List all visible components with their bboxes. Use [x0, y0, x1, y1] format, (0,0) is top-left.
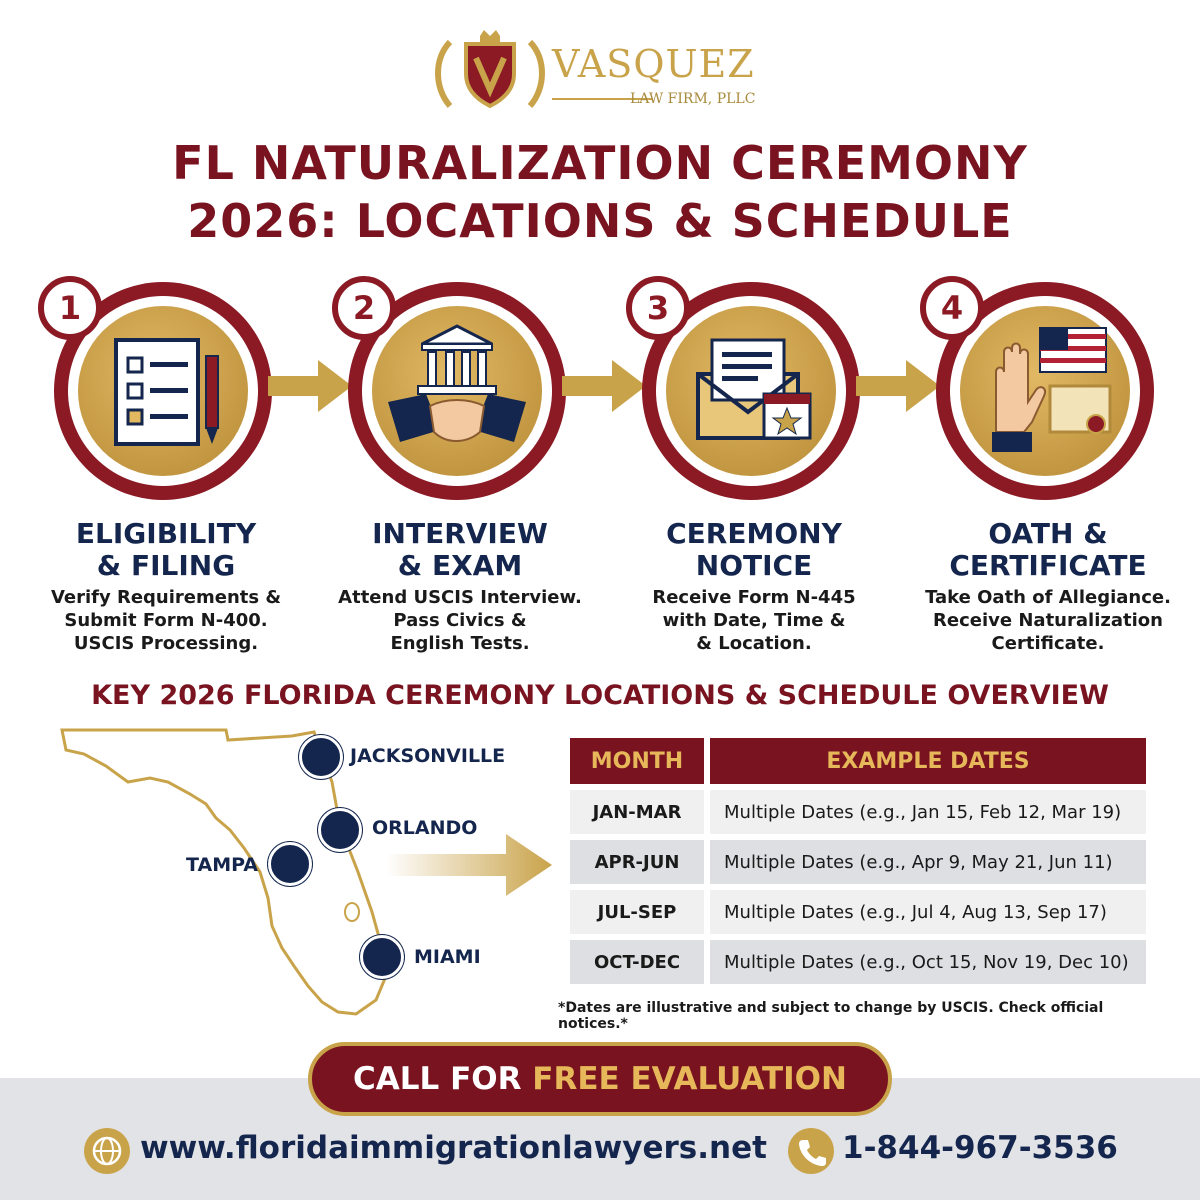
- courthouse-pin-icon: [299, 735, 343, 779]
- step-description: Verify Requirements & Submit Form N-400. USCIS Processing.: [50, 587, 282, 654]
- disclaimer-note: *Dates are illustrative and subject to change by USCIS. Check official notices.*: [558, 1000, 1104, 1032]
- free-evaluation-button[interactable]: [308, 1042, 892, 1116]
- step-number: 1: [38, 276, 102, 340]
- table-cell-month: APR-JUN: [570, 840, 704, 884]
- step-number: 2: [332, 276, 396, 340]
- table-cell-month: JAN-MAR: [570, 790, 704, 834]
- phone-number[interactable]: 1-844-967-3536: [842, 1130, 1118, 1166]
- globe-icon: [84, 1128, 130, 1174]
- step-number: 4: [920, 276, 984, 340]
- step-description: Take Oath of Allegiance. Receive Naturalization Certificate.: [925, 587, 1171, 654]
- table-cell-dates: Multiple Dates (e.g., Jan 15, Feb 12, Mar 19): [710, 790, 1146, 834]
- table-cell-dates: Multiple Dates (e.g., Oct 15, Nov 19, Dec 10): [710, 940, 1146, 984]
- step-4: [925, 282, 1188, 662]
- courthouse-pin-icon: [268, 842, 312, 886]
- step-2: [340, 282, 600, 662]
- step-title: INTERVIEW & EXAM: [372, 517, 548, 582]
- arrow-right-icon: [386, 830, 556, 900]
- column-header-month: MONTH: [570, 738, 704, 784]
- cta-label-part1: CALL FOR: [353, 1061, 533, 1097]
- step-title: CEREMONY NOTICE: [666, 517, 842, 582]
- website-link[interactable]: www.floridaimmigrationlawyers.net: [140, 1130, 767, 1166]
- step-description: Receive Form N-445 with Date, Time & & Location.: [652, 587, 856, 654]
- city-jacksonville: JACKSONVILLE: [350, 745, 506, 767]
- column-header-example-dates: EXAMPLE DATES: [710, 738, 1146, 784]
- cta-label-part2: FREE EVALUATION: [532, 1061, 847, 1097]
- table-cell-dates: Multiple Dates (e.g., Apr 9, May 21, Jun 11): [710, 840, 1146, 884]
- step-3: [634, 282, 894, 662]
- step-number: 3: [626, 276, 690, 340]
- step-description: Attend USCIS Interview. Pass Civics & English Tests.: [338, 587, 582, 654]
- page-title-line-2: 2026: LOCATIONS & SCHEDULE: [187, 194, 1013, 248]
- brand-name: VASQUEZ: [552, 42, 755, 86]
- page-title-line-1: FL NATURALIZATION CEREMONY: [172, 136, 1028, 190]
- city-miami: MIAMI: [414, 946, 481, 968]
- table-cell-month: JUL-SEP: [570, 890, 704, 934]
- section-title: KEY 2026 FLORIDA CEREMONY LOCATIONS & SCHEDULE OVERVIEW: [91, 680, 1109, 711]
- step-title: ELIGIBILITY & FILING: [75, 517, 257, 582]
- step-title: OATH & CERTIFICATE: [949, 517, 1147, 582]
- brand-logo: [430, 28, 790, 116]
- table-cell-dates: Multiple Dates (e.g., Jul 4, Aug 13, Sep 17): [710, 890, 1146, 934]
- city-orlando: ORLANDO: [372, 817, 478, 839]
- city-tampa: TAMPA: [186, 854, 258, 876]
- step-1: [46, 282, 306, 662]
- brand-subtitle: LAW FIRM, PLLC: [630, 91, 756, 107]
- phone-icon: [788, 1128, 834, 1174]
- table-cell-month: OCT-DEC: [570, 940, 704, 984]
- crest-icon: [430, 28, 550, 116]
- courthouse-pin-icon: [318, 808, 362, 852]
- courthouse-pin-icon: [360, 935, 404, 979]
